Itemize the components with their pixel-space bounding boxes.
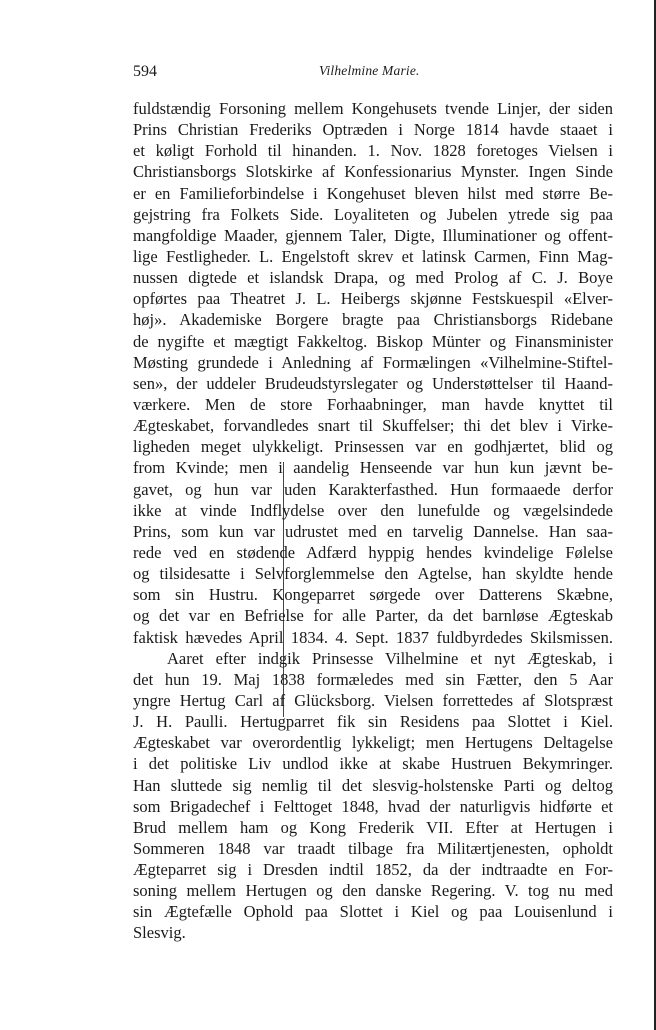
text-line: Ægteskabet var overordentlig lykkeligt; men Hertugens Deltagelse bbox=[133, 733, 613, 753]
text-line: rede ved en stødende Adfærd hyppig hendes kvindelige Følelse bbox=[133, 542, 613, 562]
text-line: ikke at vinde Indflydelse over den lunefulde og vægelsindede bbox=[133, 500, 613, 520]
text-line: sin Ægtefælle Ophold paa Slottet i Kiel og paa Louisenlund i bbox=[133, 902, 613, 922]
text-line: gejstring fra Folkets Side. Loyaliteten og Jubelen ytrede sig paa bbox=[133, 204, 613, 224]
text-line: og det var en Befrielse for alle Parter, da det barnløse Ægteskab bbox=[133, 606, 613, 626]
text-line: Brud mellem ham og Kong Frederik VII. Efter at Hertugen i bbox=[133, 817, 613, 837]
text-line: J. H. Paulli. Hertugparret fik sin Residens paa Slottet i Kiel. bbox=[133, 712, 613, 732]
text-line: yngre Hertug Carl af Glücksborg. Vielsen forrettedes af Slotspræst bbox=[133, 690, 613, 710]
text-line: Ægteparret sig i Dresden indtil 1852, da der indtraadte en For- bbox=[133, 860, 613, 880]
text-line: det hun 19. Maj 1838 formæledes med sin Fætter, den 5 Aar bbox=[133, 669, 613, 689]
text-line: Prins Christian Frederiks Optræden i Norge 1814 havde staaet i bbox=[133, 120, 613, 140]
text-line: Sommeren 1848 var traadt tilbage fra Militærtjenesten, opholdt bbox=[133, 838, 613, 858]
page-number: 594 bbox=[133, 63, 157, 80]
text-line: faktisk hævedes April 1834. 4. Sept. 1837 fuldbyrdedes Skilsmissen. bbox=[133, 627, 613, 647]
body-text bbox=[133, 98, 613, 944]
text-line: og tilsidesatte i Selvforglemmelse den Agtelse, han skyldte hende bbox=[133, 564, 613, 584]
text-line: mangfoldige Maader, gjennem Taler, Digte, Illuminationer og offent- bbox=[133, 225, 613, 245]
text-line: gavet, og hun var uden Karakterfasthed. Hun formaaede derfor bbox=[133, 479, 613, 499]
text-line: er en Familieforbindelse i Kongehuset bleven hilst med større Be- bbox=[133, 183, 613, 203]
text-line: lige Festligheder. L. Engelstoft skrev et latinsk Carmen, Finn Mag- bbox=[133, 246, 613, 266]
text-line: et køligt Forhold til hinanden. 1. Nov. 1828 foretoges Vielsen i bbox=[133, 141, 613, 161]
page-header bbox=[133, 63, 613, 85]
text-line: Slesvig. bbox=[133, 923, 186, 943]
text-line: from Kvinde; men i aandelig Henseende var hun kun jævnt be- bbox=[133, 458, 613, 478]
paragraph-first-line: Aaret efter indgik Prinsesse Vilhelmine et nyt Ægteskab, i bbox=[167, 648, 613, 668]
text-line: Prins, som kun var udrustet med en tarvelig Dannelse. Han saa- bbox=[133, 521, 613, 541]
text-line: i det politiske Liv undlod ikke at skabe Hustruen Bekymringer. bbox=[133, 754, 613, 774]
text-line: de nygifte et mægtigt Fakkeltog. Biskop Münter og Finansminister bbox=[133, 331, 613, 351]
running-title: Vilhelmine Marie. bbox=[319, 63, 420, 78]
text-line: fuldstændig Forsoning mellem Kongehusets tvende Linjer, der siden bbox=[133, 99, 613, 118]
text-line: værkere. Men de store Forhaabninger, man havde knyttet til bbox=[133, 394, 613, 414]
text-line: ligheden meget ulykkeligt. Prinsessen var en godhjærtet, blid og bbox=[133, 437, 613, 457]
text-line: nussen digtede et islandsk Drapa, og med Prolog af C. J. Boye bbox=[133, 268, 613, 288]
text-line: Christiansborgs Slotskirke af Konfessionarius Mynster. Ingen Sinde bbox=[133, 162, 613, 182]
text-line: Møsting grundede i Anledning af Formælingen «Vilhelmine-Stiftel- bbox=[133, 352, 613, 372]
text-line: høj». Akademiske Borgere bragte paa Christiansborgs Ridebane bbox=[133, 310, 613, 330]
text-line: Ægteskabet, forvandledes snart til Skuffelser; thi det blev i Virke- bbox=[133, 416, 613, 436]
text-line: soning mellem Hertugen og den danske Regering. V. tog nu med bbox=[133, 881, 613, 901]
text-line: som Brigadechef i Felttoget 1848, hvad der naturligvis hidførte et bbox=[133, 796, 613, 816]
text-line: opførtes paa Theatret J. L. Heibergs skjønne Festskuespil «Elver- bbox=[133, 289, 613, 309]
text-line: Han sluttede sig nemlig til det slesvig-holstenske Parti og deltog bbox=[133, 775, 613, 795]
text-line: sen», der uddeler Brudeudstyrslegater og Understøttelser til Haand- bbox=[133, 373, 613, 393]
text-line: som sin Hustru. Kongeparret sørgede over Datterens Skæbne, bbox=[133, 585, 613, 605]
